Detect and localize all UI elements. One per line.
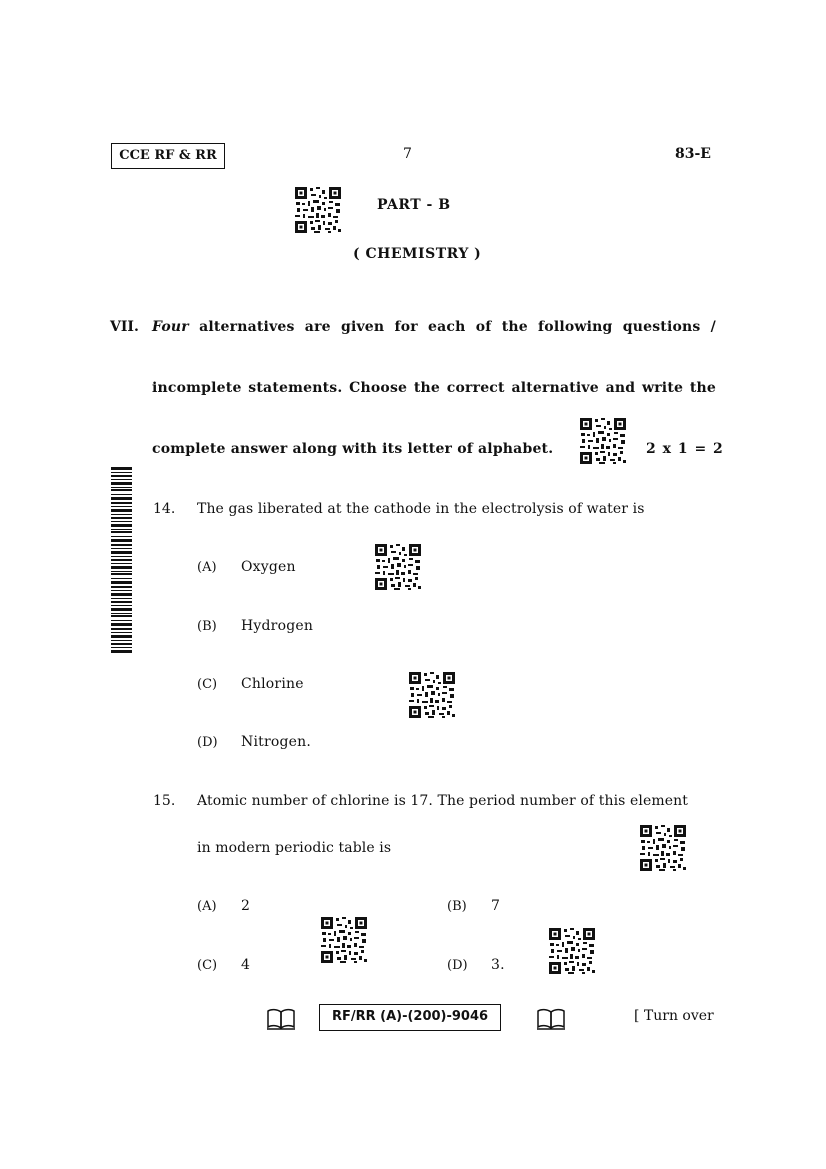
option-letter: (D)	[447, 958, 468, 973]
instruction-line-1-text: alternatives are given for each of the following questions /	[199, 319, 716, 335]
option-letter: (B)	[447, 899, 467, 914]
option-text: Nitrogen.	[241, 734, 311, 750]
qr-code-icon	[321, 917, 367, 963]
subject-title: ( CHEMISTRY )	[353, 246, 482, 262]
instruction-line-1	[152, 319, 716, 335]
question-15-number: 15.	[153, 793, 176, 809]
option-letter: (A)	[197, 560, 217, 575]
qr-code-icon	[295, 187, 341, 233]
barcode-icon	[111, 467, 132, 653]
open-book-icon	[536, 1008, 566, 1030]
open-book-icon	[266, 1008, 296, 1030]
part-title: PART - B	[377, 197, 451, 213]
instruction-number: VII.	[110, 319, 139, 335]
option-text: Chlorine	[241, 676, 304, 692]
option-letter: (D)	[197, 735, 218, 750]
instruction-line-2: incomplete statements. Choose the correct alternative and write the	[152, 380, 716, 396]
question-15-text-line-1: Atomic number of chlorine is 17. The period number of this element	[197, 793, 688, 809]
option-letter: (C)	[197, 677, 218, 692]
footer-code-box: RF/RR (A)-(200)-9046	[319, 1004, 501, 1031]
question-15-text-line-2: in modern periodic table is	[197, 840, 392, 856]
option-text: 3.	[491, 957, 505, 973]
option-text: 7	[491, 898, 501, 914]
option-letter: (C)	[197, 958, 218, 973]
option-text: Oxygen	[241, 559, 296, 575]
qr-code-icon	[640, 825, 686, 871]
qr-code-icon	[549, 928, 595, 974]
option-letter: (B)	[197, 619, 217, 634]
question-14-text: The gas liberated at the cathode in the electrolysis of water is	[197, 501, 645, 517]
option-letter: (A)	[197, 899, 217, 914]
instruction-emphasis: Four	[152, 319, 189, 335]
option-text: Hydrogen	[241, 618, 314, 634]
option-text: 4	[241, 957, 251, 973]
page-number: 7	[403, 146, 412, 162]
question-14-number: 14.	[153, 501, 176, 517]
qr-code-icon	[409, 672, 455, 718]
qr-code-icon	[580, 418, 626, 464]
instruction-line-3: complete answer along with its letter of alphabet.	[152, 441, 554, 457]
option-text: 2	[241, 898, 251, 914]
qr-code-icon	[375, 544, 421, 590]
marks-label: 2 x 1 = 2	[646, 441, 724, 457]
turn-over-label: [ Turn over	[634, 1008, 714, 1024]
paper-code: 83-E	[675, 146, 711, 162]
header-code-box: CCE RF & RR	[111, 143, 225, 169]
